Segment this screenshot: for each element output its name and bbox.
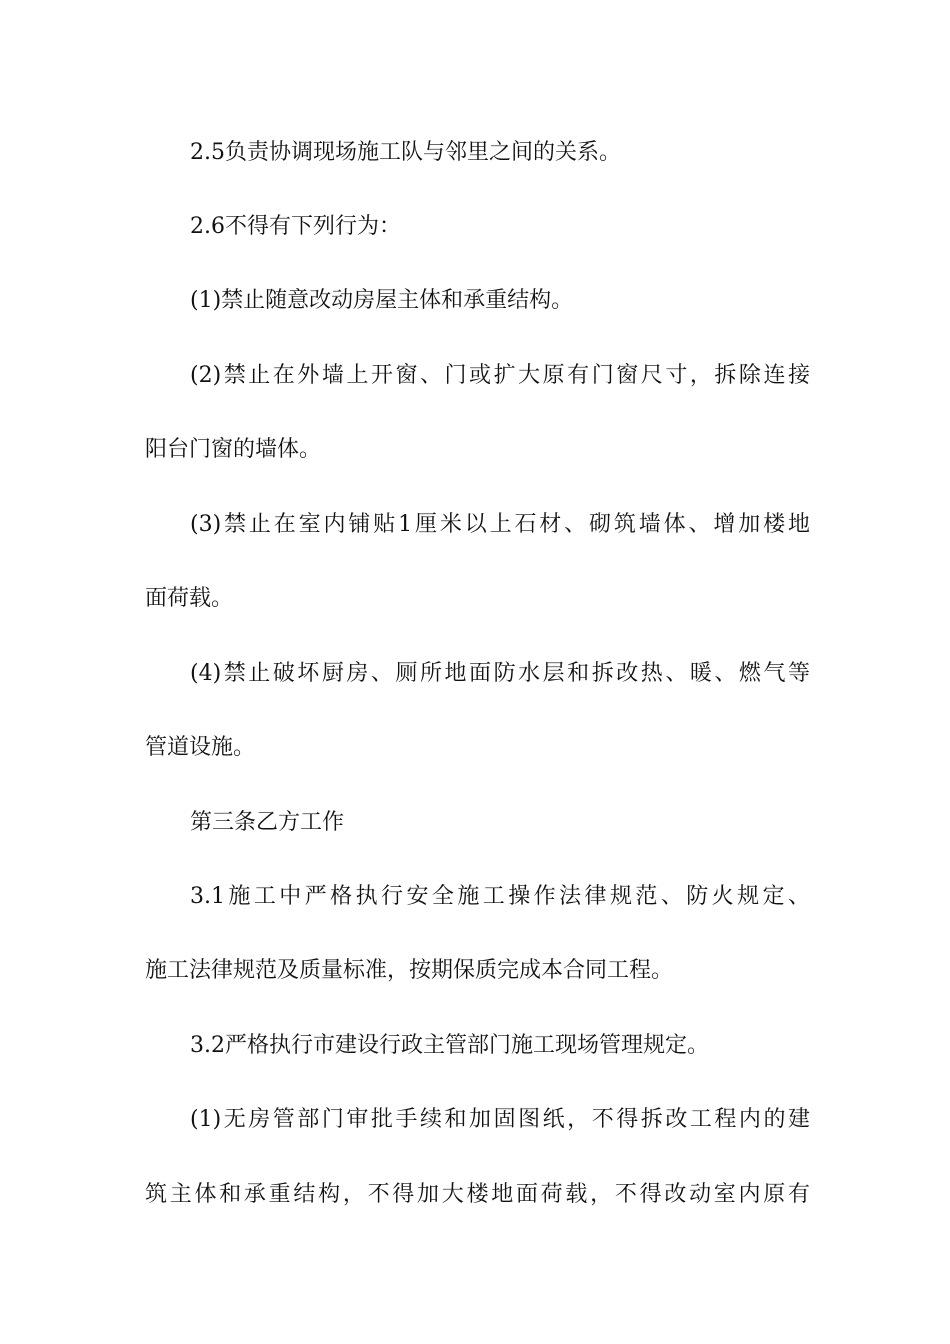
paragraph-line: (1)禁止随意改动房屋主体和承重结构。 <box>190 288 574 313</box>
paragraph-line: 面荷载。 <box>145 586 234 611</box>
paragraph-line: (1)无房管部门审批手续和加固图纸，不得拆改工程内的建 <box>190 1107 810 1132</box>
paragraph-line: 施工法律规范及质量标准，按期保质完成本合同工程。 <box>145 958 674 983</box>
paragraph-line: (4)禁止破坏厨房、厕所地面防水层和拆改热、暖、燃气等 <box>190 661 810 686</box>
paragraph-line: 阳台门窗的墙体。 <box>145 437 322 462</box>
paragraph-line: 2.6不得有下列行为： <box>190 214 401 239</box>
paragraph-line: 3.2严格执行市建设行政主管部门施工现场管理规定。 <box>190 1033 709 1058</box>
paragraph-line: 3.1施工中严格执行安全施工操作法律规范、防火规定、 <box>190 884 810 909</box>
paragraph-line: (3)禁止在室内铺贴1厘米以上石材、砌筑墙体、增加楼地 <box>190 512 810 537</box>
section-heading: 第三条乙方工作 <box>190 810 345 835</box>
paragraph-line: 2.5负责协调现场施工队与邻里之间的关系。 <box>190 140 621 165</box>
paragraph-line: 管道设施。 <box>145 735 256 760</box>
paragraph-line: 筑主体和承重结构，不得加大楼地面荷载，不得改动室内原有 <box>145 1182 810 1207</box>
paragraph-line: (2)禁止在外墙上开窗、门或扩大原有门窗尺寸，拆除连接 <box>190 363 810 388</box>
